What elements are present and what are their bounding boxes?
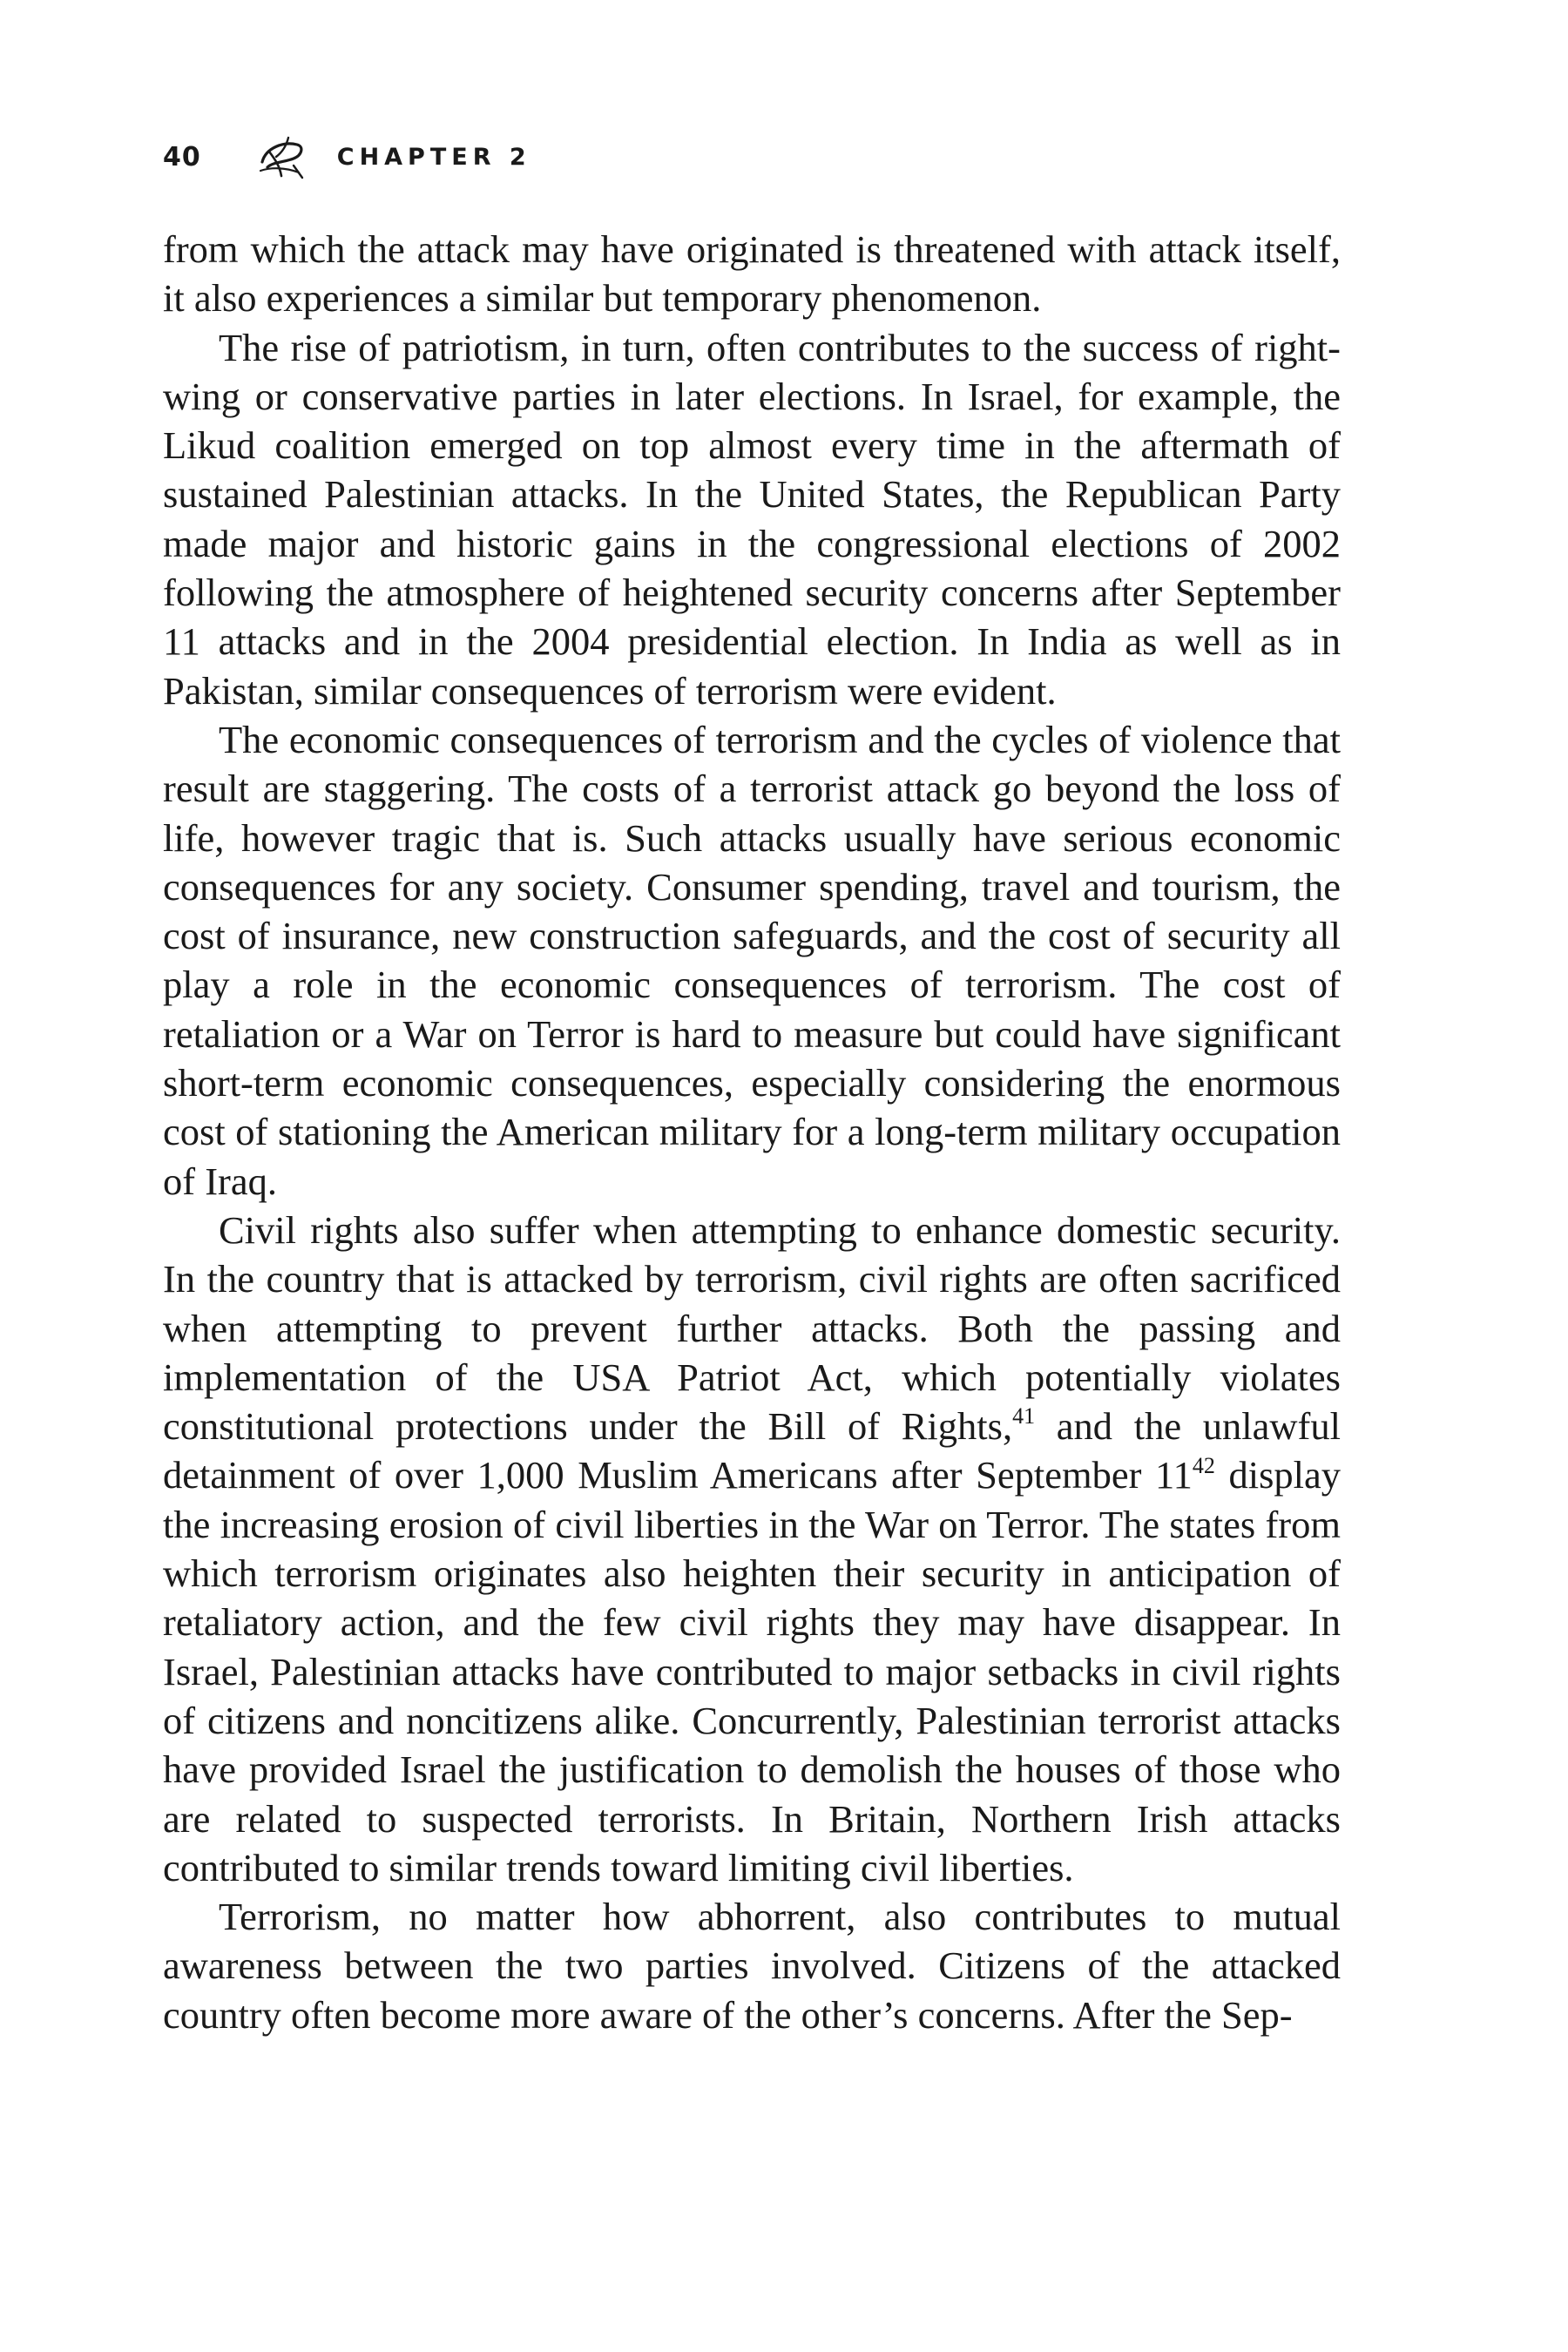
flourish-ornament-icon	[253, 132, 308, 181]
paragraph-mutual-awareness: Terrorism, no matter how abhorrent, also contributes to mutual awareness between the two parties involved. Citizens of the attacked country often become more aware of the other’s concerns. After the Sep-	[163, 1895, 1341, 2037]
paragraph-economic-consequences: The economic consequences of terrorism and the cycles of violence that result are staggering. The costs of a terrorist attack go beyond the loss of life, however tragic that is. Such attacks usually have serious economic consequences for any society. Consumer spending, travel and tourism, the cost of insurance, new construction safeguards, and the cost of security all play a role in the economic consequences of terrorism. The cost of retaliation or a War on Terror is hard to measure but could have significant short-term economic consequences, especially considering the enormous cost of stationing the American military for a long-term military occupation of Iraq.	[163, 717, 1341, 1203]
paragraph-civil-rights-part-2: and the unlawful detainment of over 1,000 Muslim Americans after September 11	[163, 1404, 1341, 1497]
footnote-reference-42[interactable]: 42	[1192, 1452, 1215, 1478]
chapter-label: CHAPTER 2	[336, 143, 531, 171]
paragraph-civil-rights-part-3: display the increasing erosion of civil liberties in the War on Terror. The states from which terrorism originates also heighten their security in anticipation of retaliatory action, and the few civil rights they may have disappear. In Israel, Palestinian attacks have contributed to major setbacks in civil rights of citizens and noncitizens alike. Concurrently, Palestinian terrorist attacks have provided Israel the justification to demolish the houses of those who are related to suspected terrorists. In Britain, Northern Irish attacks contributed to similar trends toward limiting civil liberties.	[163, 1453, 1341, 1889]
page-number: 40	[163, 141, 201, 172]
paragraph-civil-rights	[163, 1206, 1341, 1892]
paragraph-patriotism: The rise of patriotism, in turn, often contributes to the success of right-wing or conservative parties in later elections. In Israel, for example, the Likud coalition emerged on top almost every time in the aftermath of sustained Palestinian attacks. In the United States, the Republican Party made major and historic gains in the congressional elections of 2002 following the atmosphere of heightened security concerns after September 11 attacks and in the 2004 presidential election. In India as well as in Pakistan, similar consequences of terrorism were evident.	[163, 325, 1341, 713]
body-text	[163, 225, 1341, 2039]
paragraph-civil-rights-part-1: Civil rights also suffer when attempting to enhance domestic security. In the country that is attacked by terrorism, civil rights are often sacrificed when attempting to prevent further attacks. Both the passing and implementation of the USA Patriot Act, which potentially violates constitutional protections under the Bill of Rights,	[163, 1207, 1341, 1449]
running-head	[163, 132, 531, 181]
footnote-reference-41[interactable]: 41	[1012, 1403, 1036, 1429]
paragraph-continuation: from which the attack may have originated is threatened with attack itself, it also experiences a similar but temporary phenomenon.	[163, 227, 1341, 321]
